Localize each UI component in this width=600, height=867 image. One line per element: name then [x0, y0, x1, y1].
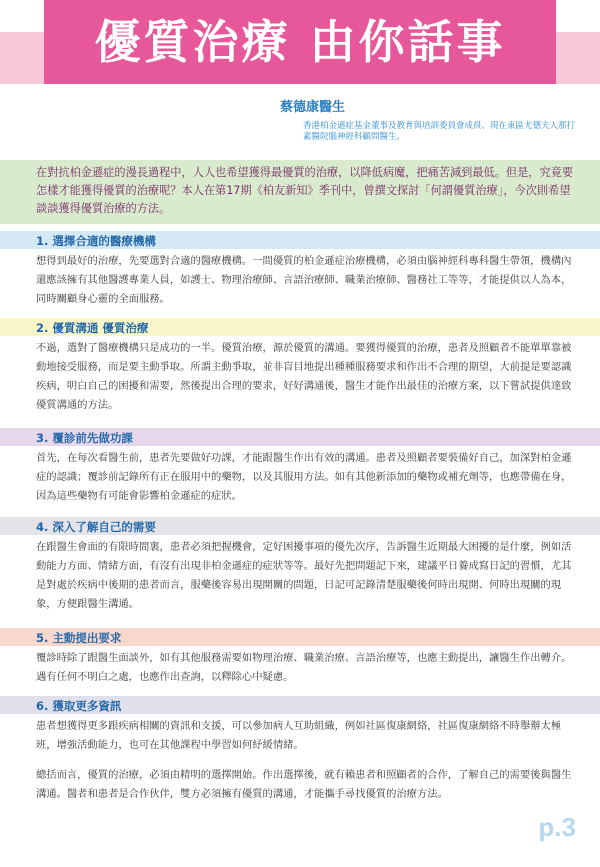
- section-6-title: 6. 獲取更多資訊: [36, 699, 122, 713]
- page-title: 優質治療 由你話事: [94, 15, 506, 69]
- section-3-body: 首先，在每次看醫生前，患者先要做好功課，才能跟醫生作出有效的溝通。患者及照顧者要裝備好自己，加深對柏金遜症的認識；覆診前記錄所有正在服用中的藥物，以及其服用方法。如有其他新添加的藥物或補充劑等，也應帶備在身，因為這些藥物有可能會影響柏金遜症的症狀。: [36, 452, 572, 502]
- section-5-body: 覆診時除了跟醫生面談外，如有其他服務需要如物理治療、職業治療、言語治療等，也應主動提出，讓醫生作出轉介。遇有任何不明白之處，也應作出查詢，以釋除心中疑慮。: [36, 652, 572, 683]
- section-1-body: 想得到最好的治療，先要選對合適的醫療機構。一間優質的柏金遜症治療機構，必須由腦神經科專科醫生帶領，機構內還應該擁有其他醫護專業人員，如護士、物理治療師、言語治療師、職業治療師、醫務社工等等，才能提供以人為本，同時關顧身心靈的全面服務。: [36, 255, 572, 305]
- section-4-title: 4. 深入了解自己的需要: [36, 520, 156, 534]
- section-4-body: 在跟醫生會面的有限時間裏，患者必須把握機會，定好困擾事項的優先次序，告訴醫生近期最大困擾的是什麼，例如活動能力方面、情緒方面，有沒有出現非柏金遜症的症狀等等。最好先把問題記下來，建議平日養成寫日記的習慣，尤其是對處於疾病中後期的患者而言，服藥後容易出現開關的問題，日記可記錄清楚服藥後何時出現開、何時出現關的現象，方便跟醫生溝通。: [36, 541, 572, 610]
- author-name: 蔡德康醫生: [280, 100, 346, 115]
- conclusion-paragraph: 總括而言，優質的治療，必須由精明的選擇開始。作出選擇後，就有賴患者和照顧者的合作，了解自己的需要後與醫生溝通。醫者和患者是合作伙伴，雙方必須擁有優質的溝通，才能攜手尋找優質的治療方法。: [36, 769, 572, 800]
- intro-paragraph: 在對抗柏金遜症的漫長過程中，人人也希望獲得最優質的治療，以降低病魔，把痛苦減到最低。但是，究竟要怎樣才能獲得優質的治療呢？本人在第17期《柏友新知》季刊中，曾撰文探討「何謂優質治療」，今次則希望談談獲得優質治療的方法。: [36, 166, 574, 215]
- section-2-title: 2. 優質溝通 優質治療: [36, 321, 149, 335]
- section-1-title: 1. 選擇合適的醫療機構: [36, 234, 156, 248]
- section-2-body: 不過，選對了醫療機構只是成功的一半。優質治療，源於優質的溝通。要獲得優質的治療，患者及照顧者不能單單靠被動地接受服務，而是要主動爭取。所謂主動爭取，並非盲目地提出種種服務要求和作出不合理的期望，大前提是要認識疾病，明白自己的困擾和需要，然後提出合理的要求，好好溝通後，醫生才能作出最佳的治療方案，以下嘗試提供達致優質溝通的方法。: [36, 342, 572, 411]
- section-3-title: 3. 覆診前先做功課: [36, 431, 133, 445]
- title-side-decoration-right: [556, 32, 600, 84]
- title-side-decoration-left: [0, 32, 44, 84]
- section-6-body: 患者想獲得更多跟疾病相關的資訊和支援，可以參加病人互助組織，例如社區復康網絡，社區復康網絡不時舉辦太極班，增強活動能力，也可在其他課程中學習如何紓緩情緒。: [36, 720, 562, 751]
- page-number: p.3: [538, 812, 576, 842]
- author-description: 香港柏金遜症基金董事及教育與培訓委員會成員、現在東區尤德夫人那打素醫院腦神經科顧問醫生。: [303, 121, 576, 142]
- title-banner: [0, 0, 600, 84]
- section-5-title: 5. 主動提出要求: [36, 631, 122, 645]
- author-block: [280, 96, 580, 115]
